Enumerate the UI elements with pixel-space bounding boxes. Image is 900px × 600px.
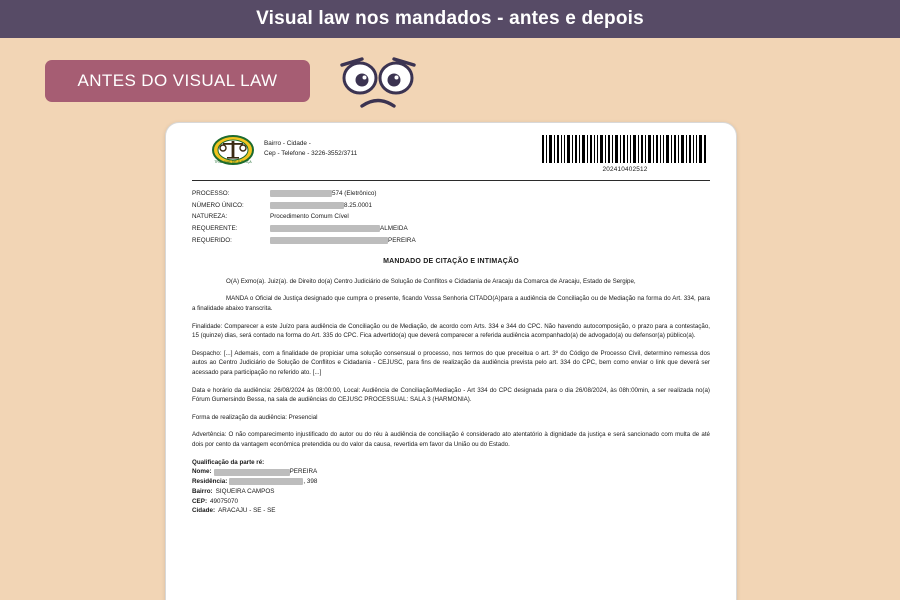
court-address-line-2: Cep - Telefone - 3226-3552/3711 xyxy=(264,150,358,158)
qualificacao-nome-label: Nome: xyxy=(192,468,212,476)
field-requerido-label: REQUERIDO: xyxy=(192,236,232,244)
coat-of-arms-icon xyxy=(212,135,254,165)
field-requerente xyxy=(192,224,710,233)
redaction-bar xyxy=(270,225,380,232)
field-numero-unico-label: NÚMERO ÚNICO: xyxy=(192,201,244,209)
field-requerente-text: ALMEIDA xyxy=(380,224,408,232)
field-numero-unico xyxy=(192,201,710,210)
field-processo-text: 574 (Eletrônico) xyxy=(332,190,377,197)
court-address xyxy=(264,139,357,160)
redaction-bar xyxy=(214,469,290,476)
qualificacao-row-residencia xyxy=(192,477,710,487)
qualificacao-block xyxy=(192,458,710,516)
field-requerido xyxy=(192,236,710,245)
field-requerente-label: REQUERENTE: xyxy=(192,224,238,232)
field-natureza-value: Procedimento Comum Cível xyxy=(270,213,349,221)
qualificacao-row-nome xyxy=(192,467,710,477)
qualificacao-cidade-label: Cidade: xyxy=(192,507,216,515)
status-badge xyxy=(45,60,310,102)
qualificacao-nome-value: PEREIRA xyxy=(289,468,318,476)
page-title: Visual law nos mandados - antes e depois xyxy=(256,8,644,29)
field-processo-value xyxy=(270,189,376,198)
qualificacao-residencia-label: Residência: xyxy=(192,478,228,486)
status-badge-label: ANTES DO VISUAL LAW xyxy=(77,71,278,90)
field-requerente-value xyxy=(270,224,408,233)
redaction-bar xyxy=(270,202,344,209)
qualificacao-cep-label: CEP: xyxy=(192,497,208,505)
paragraph-finalidade: Finalidade: Comparecer a este Juízo para audiência de Conciliação ou de Mediação, de acordo com Arts. 334 e 344 do CPC. Não havendo autocomposição, o prazo para a contestação, 15 (quinze) dias, será contado na forma do Art. 335 do CPC. Fica advertido(a) que deverá comparecer a referida audiência acompanhado(a) de advogado(a) ou defensor(a) público(a). xyxy=(192,322,710,340)
paragraph-despacho: Despacho: [...] Ademais, com a finalidade de propiciar uma solução consensual o processo, nos termos do que preceitua o art. 3º do Código de Processo Civil, determino remessa dos autos ao Centro Judiciário de Solução de Conflitos e Cidadania - CEJUSC, para fins de realização da audiência prevista pelo art. 334 do CPC, bem como enviar o link que deverá ser acessado para participação no referido ato. [...] xyxy=(192,349,710,377)
barcode-icon xyxy=(540,135,710,163)
paragraph-exmo: O(A) Exmo(a). Juiz(a). de Direito do(a) Centro Judiciário de Solução de Conflitos e Cidadania de Aracaju da Comarca de Aracaju, Estado de Sergipe, xyxy=(226,277,636,285)
paragraph-manda: MANDA o Oficial de Justiça designado que cumpra o presente, ficando Vossa Senhoria CITADO(A)para a audiência de Conciliação ou de Mediação na forma do Art. 334, para a finalidade abaixo transcrita. xyxy=(192,295,710,312)
redaction-bar xyxy=(229,478,303,485)
qualificacao-bairro-label: Bairro: xyxy=(192,487,213,495)
field-numero-unico-value xyxy=(270,201,372,210)
field-requerido-value xyxy=(270,236,416,245)
paragraph-forma: Forma de realização da audiência: Presencial xyxy=(192,413,318,421)
court-address-line-1: Bairro - Cidade - xyxy=(264,140,311,147)
barcode-block xyxy=(540,135,710,174)
document-header xyxy=(192,133,710,177)
qualificacao-cidade-value: ARACAJU - SE - SE xyxy=(218,507,276,515)
qualificacao-residencia-value: , 398 xyxy=(303,478,318,486)
qualificacao-bairro-value: SIQUEIRA CAMPOS xyxy=(215,487,275,495)
qualificacao-row-bairro xyxy=(192,487,710,497)
qualificacao-title: Qualificação da parte ré: xyxy=(192,458,265,466)
field-requerido-text: PEREIRA xyxy=(388,236,416,244)
svg-text:TRIBUNAL DE JUSTIÇA: TRIBUNAL DE JUSTIÇA xyxy=(214,160,252,164)
sad-face-icon xyxy=(332,56,424,112)
redaction-bar xyxy=(270,190,332,197)
document-preview xyxy=(165,122,737,600)
qualificacao-row-cep xyxy=(192,497,710,507)
barcode-number: 202410402512 xyxy=(602,166,648,173)
field-processo xyxy=(192,189,710,198)
qualificacao-row-cidade xyxy=(192,506,710,516)
paragraph-advertencia: Advertência: O não comparecimento injustificado do autor ou do réu à audiência de conciliação é considerado ato atentatório à dignidade da justiça e será sancionado com multa de até dois por cento da vantagem econômica pretendida ou do valor da causa, revertida em favor da União ou do Estado. xyxy=(192,431,710,449)
process-fields xyxy=(192,189,710,245)
header-divider xyxy=(192,180,710,181)
document-heading: MANDADO DE CITAÇÃO E INTIMAÇÃO xyxy=(383,257,519,265)
field-natureza-label: NATUREZA: xyxy=(192,213,228,221)
paragraph-data-local: Data e horário da audiência: 26/08/2024 às 08:00:00, Local: Audiência de Conciliação/Mediação - Art 334 do CPC designada para o dia 26/08/2024, às 08h:00min, a ser realizada no(a) Fórum Gumersindo Bessa, na sala de audiências do CEJUSC PROCESSUAL: SALA 3 (HARMONIA). xyxy=(192,386,710,404)
field-numero-unico-text: 8.25.0001 xyxy=(344,201,373,209)
field-processo-label: PROCESSO: xyxy=(192,190,230,197)
redaction-bar xyxy=(270,237,388,244)
field-natureza xyxy=(192,212,710,221)
slide-title-bar xyxy=(0,0,900,38)
qualificacao-cep-value: 49075070 xyxy=(210,497,239,505)
